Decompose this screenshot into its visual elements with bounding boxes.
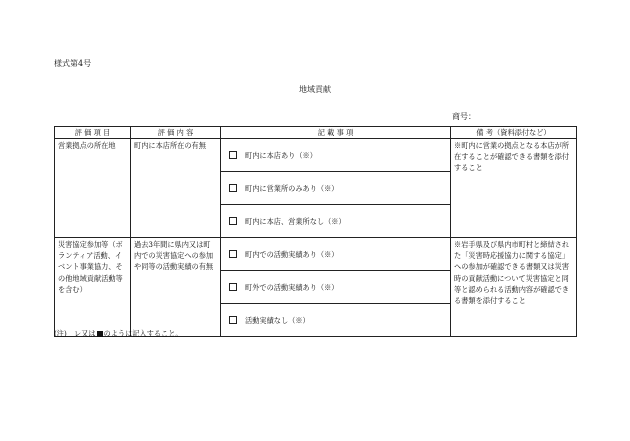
option-label: 町外での活動実績あり（※）: [245, 282, 339, 292]
option-cell[interactable]: [221, 304, 451, 337]
header-content: 評 価 内 容: [131, 127, 221, 139]
section-item: 営業拠点の所在地: [55, 139, 131, 238]
option-label: 町内での活動実績あり（※）: [245, 249, 339, 259]
header-item: 評 価 項 目: [55, 127, 131, 139]
section-item: 災害協定参加等（ボランティア活動、イベント事業協力、その他地域貢献活動等を含む）: [55, 238, 131, 337]
section-content: 過去3年間に県内又は町内での災害協定への参加や同等の活動実績の有無: [131, 238, 221, 337]
section-remark: ※岩手県及び県内市町村と締結された「災害時応援協力に関する協定」への参加が確認できる書類又は災害時の貢献活動について災害協定と同等と認められる活動内容が確認できる書類を添付すること: [451, 238, 577, 337]
option-cell[interactable]: [221, 139, 451, 172]
header-remarks: 備 考（資料添付など）: [451, 127, 577, 139]
filled-square-icon: [97, 331, 103, 337]
checkbox[interactable]: [229, 184, 237, 192]
note-suffix: のように記入すること。: [103, 329, 183, 338]
trade-name-label: 商号：: [452, 112, 476, 121]
checkbox[interactable]: [229, 283, 237, 291]
note-prefix: (注) レ又は: [54, 329, 96, 338]
header-entry: 記 載 事 項: [221, 127, 451, 139]
table-row: [55, 139, 577, 172]
checkbox[interactable]: [229, 316, 237, 324]
table-header-row: [55, 127, 577, 139]
footnote: [54, 329, 183, 339]
option-cell[interactable]: [221, 238, 451, 271]
option-cell[interactable]: [221, 172, 451, 205]
checkbox[interactable]: [229, 217, 237, 225]
option-label: 活動実績なし（※）: [245, 315, 310, 325]
option-label: 町内に本店あり（※）: [245, 150, 317, 160]
section-remark: ※町内に営業の拠点となる本店が所在することが確認できる書類を添付すること: [451, 139, 577, 238]
form-number: 様式第4号: [54, 59, 92, 68]
section-content: 町内に本店所在の有無: [131, 139, 221, 238]
option-label: 町内に本店、営業所なし（※）: [245, 216, 346, 226]
table-row: [55, 238, 577, 271]
option-label: 町内に営業所のみあり（※）: [245, 183, 339, 193]
checkbox[interactable]: [229, 250, 237, 258]
checkbox[interactable]: [229, 151, 237, 159]
page-title: 地域貢献: [299, 85, 331, 94]
option-cell[interactable]: [221, 205, 451, 238]
option-cell[interactable]: [221, 271, 451, 304]
evaluation-table: [54, 126, 577, 337]
